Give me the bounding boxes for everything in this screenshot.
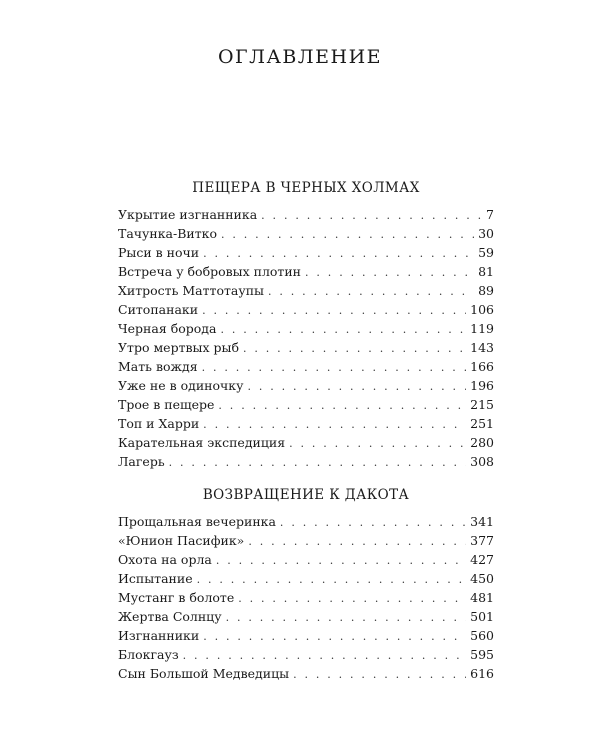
entry-title: Встреча у бобровых плотин [118,264,302,279]
entry-title: Жертва Солнцу [118,609,222,624]
dot-leader [243,339,466,358]
entry-title: Блокгауз [118,647,179,662]
entry-title: Рыси в ночи [118,245,200,260]
entry-page-number: 560 [470,628,494,643]
toc-entry [118,300,494,319]
dot-leader [238,589,466,608]
entry-title: Мустанг в болоте [118,590,235,605]
dot-leader [183,646,467,665]
toc-entry [118,262,494,281]
dot-leader [226,608,467,627]
entry-page-number: 59 [478,245,494,260]
toc-entry [118,414,494,433]
entry-title: Ситопанаки [118,302,199,317]
toc-entry [118,395,494,414]
entry-title: Уже не в одиночку [118,378,244,393]
toc-entry [118,243,494,262]
toc-entry [118,607,494,626]
dot-leader [202,358,467,377]
dot-leader [220,320,466,339]
toc-section-1 [118,178,494,471]
toc-entry [118,205,494,224]
entry-title: Испытание [118,571,193,586]
entry-page-number: 7 [486,207,494,222]
toc-entry [118,357,494,376]
toc-entry [118,664,494,683]
dot-leader [218,396,466,415]
toc-list [118,512,494,683]
entry-title: Изгнанники [118,628,200,643]
entry-page-number: 106 [470,302,494,317]
toc-entry [118,512,494,531]
dot-leader [216,551,466,570]
entry-title: Мать вождя [118,359,198,374]
dot-leader [293,665,466,684]
dot-leader [197,570,467,589]
entry-title: Карательная экспедиция [118,435,286,450]
toc-entry [118,376,494,395]
entry-page-number: 251 [470,416,494,431]
entry-page-number: 119 [470,321,494,336]
entry-title: Черная борода [118,321,217,336]
entry-page-number: 280 [470,435,494,450]
dot-leader [203,627,466,646]
toc-entry [118,569,494,588]
entry-page-number: 377 [470,533,494,548]
entry-page-number: 595 [470,647,494,662]
dot-leader [202,301,466,320]
dot-leader [248,532,466,551]
dot-leader [261,206,482,225]
dot-leader [203,244,474,263]
entry-title: Лагерь [118,454,165,469]
dot-leader [203,415,466,434]
dot-leader [221,225,474,244]
entry-title: Охота на орла [118,552,212,567]
entry-page-number: 308 [470,454,494,469]
toc-entry [118,319,494,338]
entry-page-number: 196 [470,378,494,393]
entry-page-number: 450 [470,571,494,586]
entry-page-number: 481 [470,590,494,605]
entry-page-number: 427 [470,552,494,567]
entry-title: Укрытие изгнанника [118,207,258,222]
entry-page-number: 166 [470,359,494,374]
toc-entry [118,626,494,645]
dot-leader [268,282,474,301]
entry-page-number: 143 [470,340,494,355]
toc-entry [118,452,494,471]
entry-title: Хитрость Маттотаупы [118,283,264,298]
toc-entry [118,338,494,357]
dot-leader [280,513,466,532]
entry-title: Тачунка-Витко [118,226,217,241]
entry-page-number: 81 [478,264,494,279]
toc-entry [118,224,494,243]
toc-list [118,205,494,471]
entry-page-number: 616 [470,666,494,681]
dot-leader [169,453,467,472]
toc-entry [118,433,494,452]
entry-page-number: 30 [478,226,494,241]
entry-page-number: 89 [478,283,494,298]
entry-page-number: 341 [470,514,494,529]
entry-title: Утро мертвых рыб [118,340,239,355]
toc-entry [118,550,494,569]
entry-title: Сын Большой Медведицы [118,666,290,681]
entry-title: Топ и Харри [118,416,200,431]
toc-entry [118,588,494,607]
section-title: ПЕЩЕРА В ЧЕРНЫХ ХОЛМАХ [192,180,420,196]
toc-entry [118,645,494,664]
toc-entry [118,281,494,300]
section-title: ВОЗВРАЩЕНИЕ К ДАКОТА [202,487,410,503]
dot-leader [289,434,466,453]
entry-title: Трое в пещере [118,397,215,412]
toc-section-2 [118,485,494,683]
entry-title: Прощальная вечеринка [118,514,276,529]
toc-entry [118,531,494,550]
entry-title: «Юнион Пасифик» [118,533,245,548]
dot-leader [247,377,466,396]
entry-page-number: 215 [470,397,494,412]
page-title: ОГЛАВЛЕНИЕ [217,46,383,68]
dot-leader [305,263,474,282]
entry-page-number: 501 [470,609,494,624]
